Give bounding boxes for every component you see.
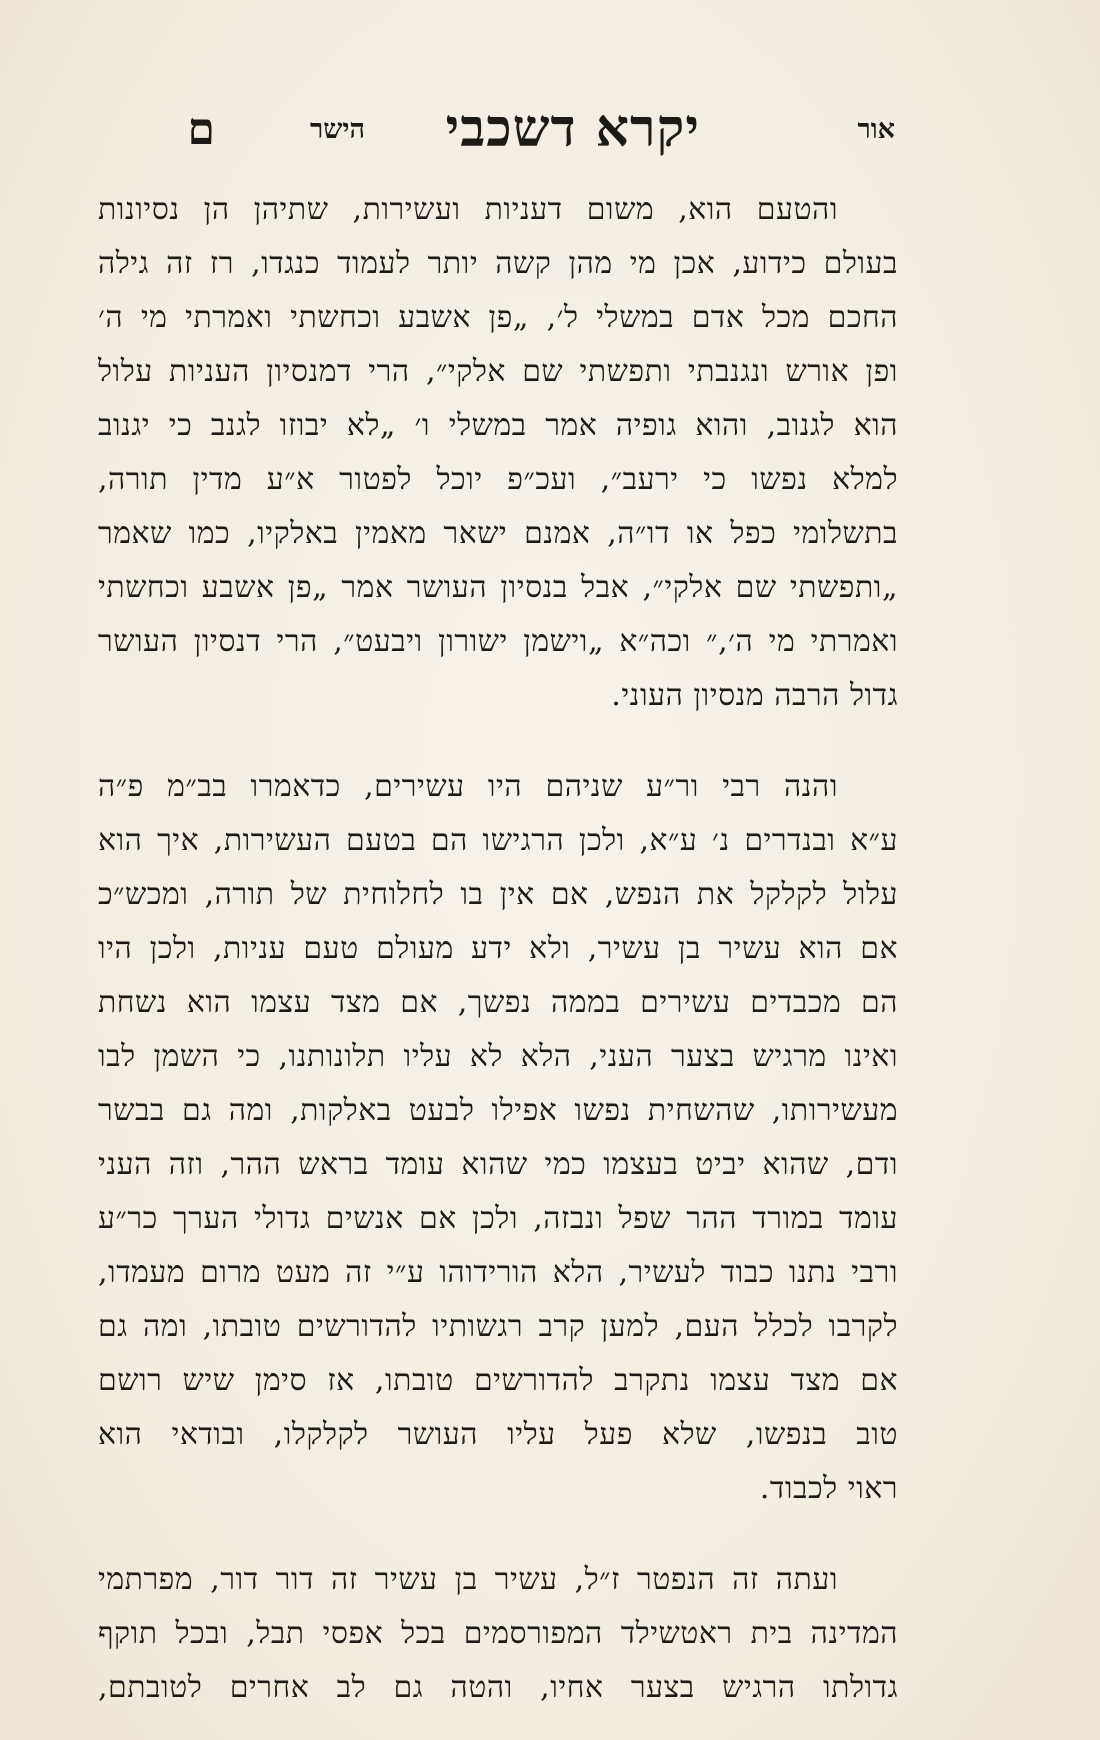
text-line: ע״א ובנדרים נ׳ ע״א, ולכן הרגישו הם בטעם העשירות, איך הוא xyxy=(98,823,898,858)
text-line: טוב בנפשו, שלא פעל עליו העושר לקלקלו, ובודאי הוא xyxy=(98,1417,898,1452)
text-line: גדולתו הרגיש בצער אחיו, והטה גם לב אחרים לטובתם, xyxy=(98,1670,898,1705)
text-line: ואמרתי מי ה׳,״ וכה״א „וישמן ישורון ויבעט״, הרי דנסיון העושר xyxy=(98,624,898,659)
text-line: עלול לקלקל את הנפש, אם אין בו לחלוחית של תורה, ומכש״כ xyxy=(98,877,898,912)
text-line: והטעם הוא, משום דעניות ועשירות, שתיהן הן נסיונות xyxy=(98,192,838,227)
text-line: והנה רבי ור״ע שניהם היו עשירים, כדאמרו בב״מ פ״ה xyxy=(98,769,838,804)
text-line: ראוי לכבוד. xyxy=(759,1471,898,1506)
body-text xyxy=(98,183,898,1715)
paragraph-3 xyxy=(98,1553,898,1715)
text-line: ופן אורש ונגנבתי ותפשתי שם אלקי״, הרי דמנסיון העניות עלול xyxy=(98,354,898,389)
text-line: ודם, שהוא יביט בעצמו כמי שהוא עומד בראש ההר, וזה העני xyxy=(98,1147,898,1182)
text-line: ורבי נתנו כבוד לעשיר, הלא הורידוהו ע״י זה מעט מרום מעמדו, xyxy=(98,1255,898,1290)
text-line: בעולם כידוע, אכן מי מהן קשה יותר לעמוד כנגדו, רז זה גילה xyxy=(98,246,898,281)
text-line: הם מכבדים עשירים בממה נפשך, אם מצד עצמו הוא נשחת xyxy=(98,985,898,1020)
text-line: אם הוא עשיר בן עשיר, ולא ידע מעולם טעם עניות, ולכן היו xyxy=(98,931,898,966)
text-line: החכם מכל אדם במשלי ל׳, „פן אשבע וכחשתי ואמרתי מי ה׳ xyxy=(98,300,898,335)
paragraph-gap xyxy=(98,1516,898,1553)
text-line: בתשלומי כפל או דו״ה, אמנם ישאר מאמין באלקיו, כמו שאמר xyxy=(98,516,898,551)
text-line: אם מצד עצמו נתקרב להדורשים טובתו, אז סימן שיש רושם xyxy=(98,1363,898,1398)
text-line: המדינה בית ראטשילד המפורסמים בכל אפסי תבל, ובכל תוקף xyxy=(98,1616,898,1651)
text-line: מעשירותו, שהשחית נפשו אפילו לבעט באלקות, ומה גם בבשר xyxy=(98,1093,898,1128)
text-line: עומד במורד ההר שפל ונבזה, ולכן אם אנשים גדולי הערך כר״ע xyxy=(98,1201,898,1236)
header-word-or: אור xyxy=(857,114,895,145)
text-line: גדול הרבה מנסיון העוני. xyxy=(611,678,898,713)
page-number: ם xyxy=(187,104,215,155)
header-word-hayashar: הישר xyxy=(310,114,365,145)
text-line: ואינו מרגיש בצער העני, הלא לא עליו תלונותנו, כי השמן לבו xyxy=(98,1039,898,1074)
paragraph-gap xyxy=(98,723,898,760)
text-line: הוא לגנוב, והוא גופיה אמר במשלי ו׳ „לא יבוזו לגנב כי יגנוב xyxy=(98,408,898,443)
running-head xyxy=(95,98,895,168)
text-line: למלא נפשו כי ירעב״, ועכ״פ יוכל לפטור א״ע מדין תורה, xyxy=(98,462,898,497)
header-title: יקרא דשכבי xyxy=(445,98,700,159)
text-line: לקרבו לכלל העם, למען קרב רגשותיו להדורשים טובתו, ומה גם xyxy=(98,1309,898,1344)
text-line: ועתה זה הנפטר ז״ל, עשיר בן עשיר זה דור דור, מפרתמי xyxy=(98,1562,838,1597)
text-line: „ותפשתי שם אלקי״, אבל בנסיון העושר אמר „פן אשבע וכחשתי xyxy=(98,570,898,605)
paragraph-1 xyxy=(98,183,898,723)
paragraph-2 xyxy=(98,760,898,1516)
